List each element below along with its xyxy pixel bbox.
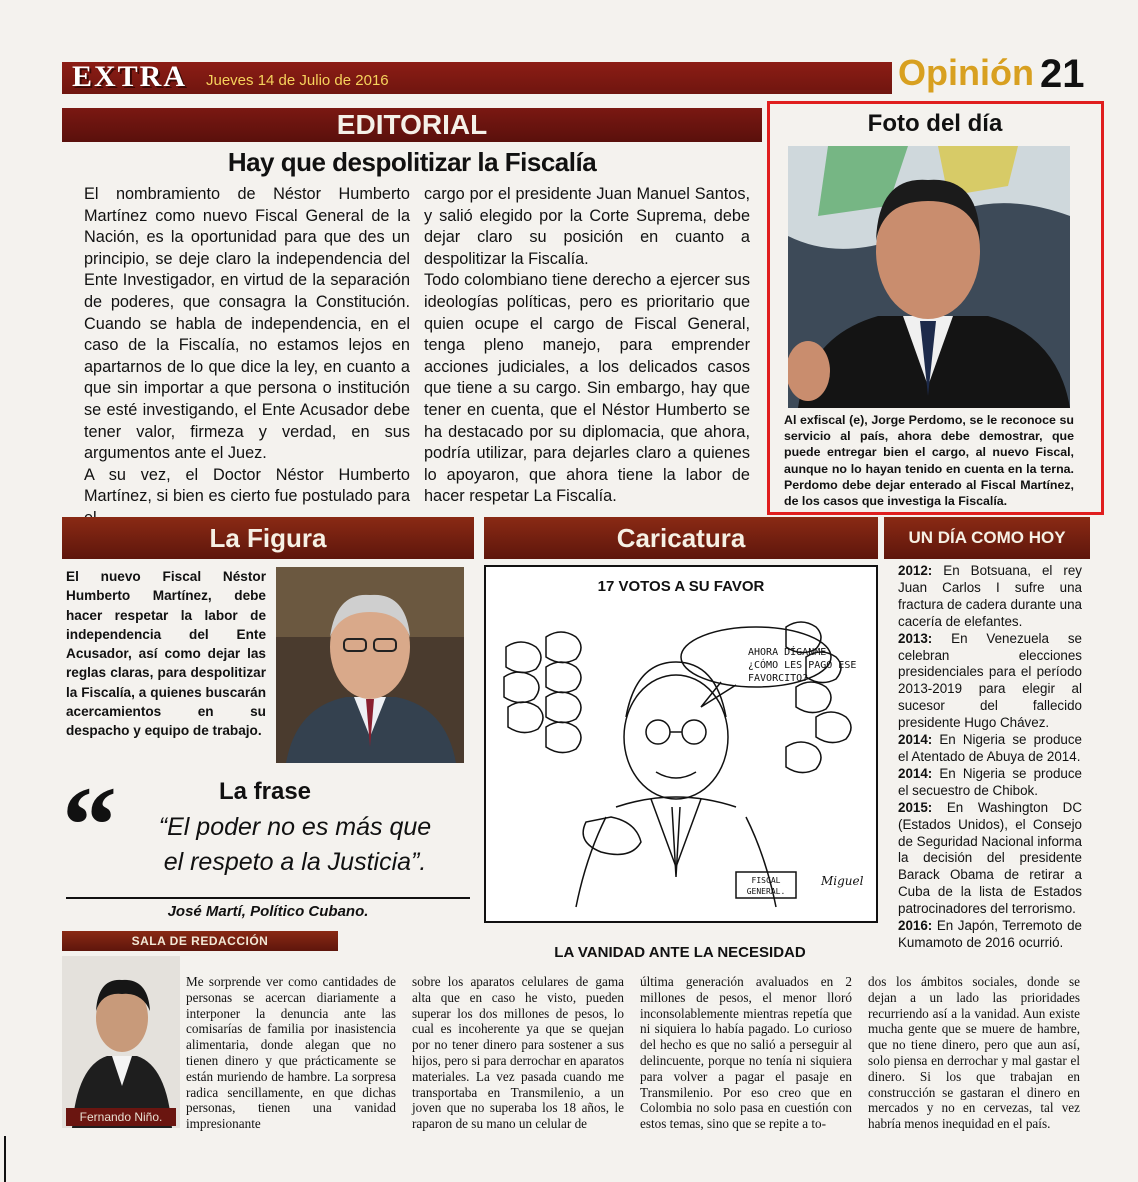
list-item: 2016: En Japón, Terremoto de Kumamoto de 2016 ocurrió. — [898, 918, 1082, 950]
quote-mark-icon: “ — [62, 764, 117, 886]
author-photo — [62, 956, 180, 1128]
list-item: 2015: En Washington DC (Estados Unidos), el Consejo de Seguridad Nacional informa la decisión del presidente Barack Obama de retirar a Cuba de la lista de Estados patrocinadores del terrorismo. — [898, 799, 1082, 917]
author-name: Fernando Niño. — [66, 1108, 176, 1126]
speech-text: ¿CÓMO LES PAGO ESE — [748, 660, 857, 671]
la-frase-quote: “El poder no es más que el respeto a la Justicia”. — [158, 813, 432, 876]
column-text: dos los ámbitos sociales, donde se dejan a un lado las prioridades recurriendo así a la vanidad. Aun existe mucha gente que se muere de hambre, que no tiene dinero, pero que aun así, solo piensa en derrochar y mal gastar el dinero. Si los que trabajan en construcción se gastaran el dinero en mercados y no en cervezas, tal vez habría menos inequidad en el país. — [868, 974, 1080, 1132]
la-frase-author: José Martí, Político Cubano. — [167, 903, 369, 920]
speech-text: AHORA DÍGANME — [748, 647, 827, 658]
speech-text: FAVORCITO? — [748, 673, 809, 684]
editorial-column-1 — [84, 184, 410, 530]
svg-text:GENERAL.: GENERAL. — [746, 887, 786, 896]
editorial-column-2 — [424, 184, 750, 508]
column-text: sobre los aparatos celulares de gama alta que en caso he visto, pueden superar los dos millones de pesos, lo cual es incoherente ya que se quejan por no tener dinero para sostener a sus hijos, pero si para derrochar en aparatos materiales. La vez pasada cuando me transportaba en Transmilenio, a un joven que no superaba los 18 años, le raparon de su mano un celular de — [412, 974, 624, 1132]
un-dia-como-hoy-list — [898, 563, 1082, 952]
foto-del-dia-caption: Al exfiscal (e), Jorge Perdomo, se le reconoce su servicio al país, ahora debe demostrar, que puede entregar bien el cargo, al nuevo Fiscal, aunque no lo hayan tenido en cuenta en la terna. Perdomo debe dejar enterado al Fiscal Martínez, de los casos que investiga la Fiscalía. — [784, 413, 1074, 509]
editorial-paragraph: A su vez, el Doctor Néstor Humberto Martínez, si bien es cierto fue postulado para — [84, 465, 410, 506]
section-title: Opinión — [898, 52, 1034, 93]
un-dia-como-hoy-label: UN DÍA COMO HOY — [908, 528, 1066, 547]
column-text: Me sorprende ver como cantidades de personas se acercan diariamente a interponer la denuncia ante las comisarías de familia por inasistencia alimentaria, donde alegan que no tienen dinero y que prácticamente se están muriendo de hambre. La sorpresa radica sencillamente, en que dichas personas, tienen una vanidad impresionante — [186, 974, 396, 1132]
newspaper-logo: EXTRA — [72, 60, 188, 93]
list-item: 2013: En Venezuela se celebran elecciones presidenciales para el período 2013-2019 para elegir al sucesor del fallecido presidente Hugo Chávez. — [898, 630, 1082, 731]
editorial-paragraph: cargo por el presidente Juan Manuel Santos, y salió elegido por la Corte Suprema, debe dejar claro su posición en cuanto a despolitizar la Fiscalía. — [424, 185, 750, 268]
portrait-photo — [276, 567, 464, 763]
column-text: última generación avaluados en 2 millones de pesos, el menor lloró inconsolablemente mientras repetía que ni siquiera lo había pagado. Lo curioso del hecho es que no salió a perseguir al delincuente, porque no tenía ni siquiera para volver a pagar el pasaje en Transmilenio. Por eso creo que en Colombia no solo pasa en cuestión con estos temas, sino que se repite a to- — [640, 974, 852, 1132]
page-number: 21 — [1040, 52, 1085, 96]
editorial-paragraph: El nombramiento de Néstor Humberto Martínez como nuevo Fiscal General de la Nación, es la oportunidad para que des un principio, se deje claro la independencia del Ente Investigador, en virtud de la separación de poderes, que consagra la Constitución. Cuando se habla de independencia, en el caso de la Fiscalía, no estamos lejos en apartarnos de lo que dice la ley, en cuanto a que sin importar a que persona o institución se esté investigando, el Ente Acusador debe tener valor, firmeza y verdad, en sus argumentos ante el Juez. — [84, 185, 410, 463]
svg-text:FISCAL: FISCAL — [751, 876, 781, 885]
column-headline: LA VANIDAD ANTE LA NECESIDAD — [554, 944, 806, 961]
divider — [66, 897, 470, 899]
la-figura-photo — [276, 567, 464, 763]
la-figura-text: El nuevo Fiscal Néstor Humberto Martínez, debe hacer respetar la labor de independencia del Ente Acusador, así como dejar las reglas claras, para despolitizar la Fiscalía, a quienes buscarán acercamientos en su despacho y equipo de trabajo. — [66, 569, 266, 739]
caricatura-frame — [484, 565, 878, 923]
la-frase-title: La frase — [218, 778, 312, 805]
sala-de-redaccion-label: SALA DE REDACCIÓN — [131, 934, 269, 948]
caricatura-label: Caricatura — [616, 523, 746, 553]
divider — [4, 1136, 6, 1182]
list-item: 2012: En Botsuana, el rey Juan Carlos I sufre una fractura de cadera durante una cacería de elefantes. — [898, 563, 1082, 629]
editorial-paragraph: Todo colombiano tiene derecho a ejercer sus ideologías políticas, pero es prioritario que quien ocupe el cargo de Fiscal General, tenga pleno manejo, para emprender acciones judiciales, a los delicados casos que tiene a su cargo. Sin embargo, hay que tener en cuenta, que el Néstor Humberto se ha destacado por su diplomacia, que ahora, podría utilizar, para dejarles claro a quienes lo apoyaron, que ahora tiene la labor de hacer respetar La Fiscalía. — [424, 271, 750, 506]
foto-del-dia-photo — [788, 146, 1070, 408]
portrait-photo — [62, 956, 180, 1128]
svg-text:Miguel: Miguel — [821, 874, 864, 888]
editorial-headline: Hay que despolitizar la Fiscalía — [227, 147, 597, 177]
foto-del-dia-title: Foto del día — [867, 110, 1003, 137]
caricatura-title: 17 VOTOS A SU FAVOR — [597, 578, 765, 595]
portrait-photo — [788, 146, 1070, 408]
list-item: 2014: En Nigeria se produce el secuestro de Chibok. — [898, 765, 1082, 798]
la-figura-label: La Figura — [209, 523, 327, 553]
issue-date: Jueves 14 de Julio de 2016 — [206, 72, 389, 89]
editorial-label: EDITORIAL — [336, 109, 488, 140]
cartoon-drawing — [486, 567, 876, 921]
list-item: 2014: En Nigeria se produce el Atentado de Abuya de 2014. — [898, 732, 1082, 764]
